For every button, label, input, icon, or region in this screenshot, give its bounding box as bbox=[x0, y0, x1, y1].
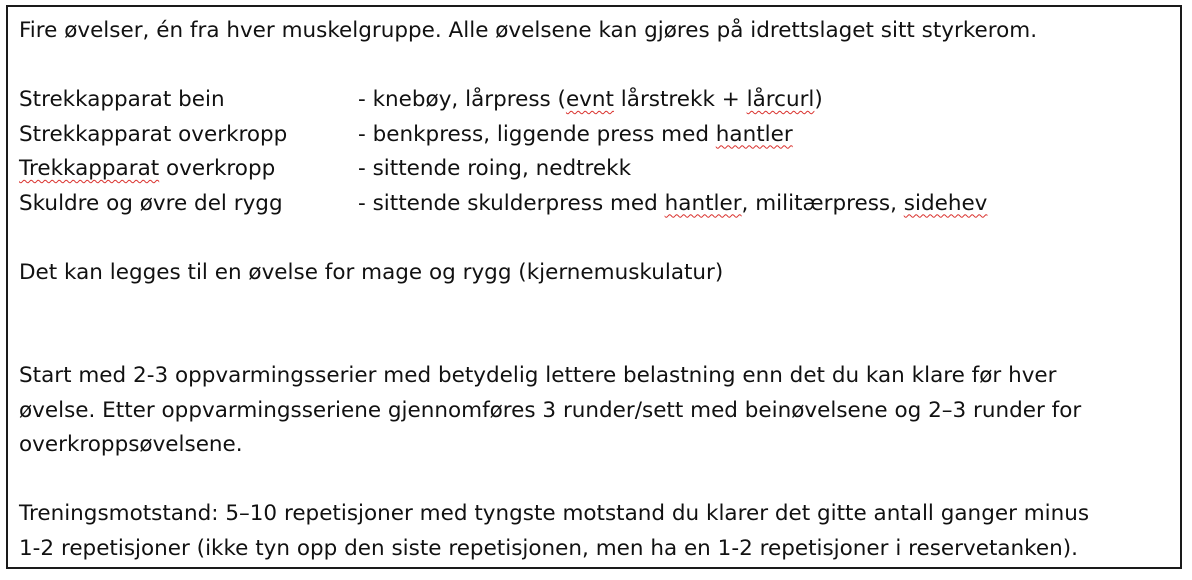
exercise-list bbox=[358, 118, 793, 153]
muscle-group-label: Strekkapparat overkropp bbox=[19, 121, 288, 147]
paragraph-line: 1-2 repetisjoner (ikke tyn opp den siste repetisjonen, men ha en 1-2 repetisjoner i reservetanken). bbox=[19, 535, 1078, 561]
warmup-paragraph bbox=[19, 359, 1180, 463]
paragraph-line: overkroppsøvelsene. bbox=[19, 432, 243, 457]
blank-line bbox=[19, 49, 1180, 84]
exercise-list bbox=[358, 83, 823, 118]
misspelled-word[interactable]: sidehev bbox=[903, 190, 988, 216]
blank-line bbox=[19, 325, 1180, 360]
exercise-row-shoulders bbox=[19, 187, 1180, 222]
misspelled-word[interactable]: Trekkapparat bbox=[19, 156, 160, 181]
text-run: - sittende skulderpress med bbox=[358, 190, 665, 216]
text-run: , militærpress, bbox=[741, 190, 904, 216]
misspelled-word[interactable]: evnt bbox=[565, 87, 614, 112]
text-run: overkropp bbox=[159, 156, 276, 181]
blank-line bbox=[19, 290, 1180, 325]
paragraph-line: Treningsmotstand: 5–10 repetisjoner med tyngste motstand du klarer det gitte antall ganger minus bbox=[19, 501, 1090, 526]
text-run: lårstrekk + bbox=[613, 87, 747, 112]
text-run: - benkpress, liggende press med bbox=[358, 121, 716, 147]
text-run: ) bbox=[814, 87, 823, 112]
exercise-row-upper-pull bbox=[19, 152, 1180, 187]
exercise-list bbox=[358, 152, 631, 187]
blank-line bbox=[19, 221, 1180, 256]
exercise-row-upper-push bbox=[19, 118, 1180, 153]
paragraph-line: Start med 2-3 oppvarmingsserier med betydelig lettere belastning enn det du kan klare før hver bbox=[19, 363, 1057, 388]
misspelled-word[interactable]: hantler bbox=[715, 121, 793, 147]
text-run: - sittende roing, nedtrekk bbox=[358, 156, 632, 181]
blank-line bbox=[19, 463, 1180, 498]
exercise-row-legs bbox=[19, 83, 1180, 118]
exercise-list bbox=[358, 187, 987, 222]
misspelled-word[interactable]: lårcurl bbox=[746, 87, 815, 112]
core-note-line: Det kan legges til en øvelse for mage og rygg (kjernemuskulatur) bbox=[19, 259, 724, 285]
text-run: - knebøy, lårpress ( bbox=[358, 87, 566, 112]
muscle-group-label: Strekkapparat bein bbox=[19, 87, 225, 112]
exercise-table bbox=[19, 83, 1180, 221]
muscle-group-label bbox=[19, 152, 358, 187]
paragraph-line: øvelse. Etter oppvarmingsseriene gjennomføres 3 runder/sett med beinøvelsene og 2–3 runder for bbox=[19, 397, 1082, 423]
resistance-paragraph bbox=[19, 497, 1180, 566]
document-text-box[interactable] bbox=[6, 5, 1182, 569]
misspelled-word[interactable]: hantler bbox=[664, 190, 742, 216]
muscle-group-label: Skuldre og øvre del rygg bbox=[19, 190, 283, 216]
intro-line: Fire øvelser, én fra hver muskelgruppe. Alle øvelsene kan gjøres på idrettslaget sitt styrkerom. bbox=[19, 18, 1038, 43]
